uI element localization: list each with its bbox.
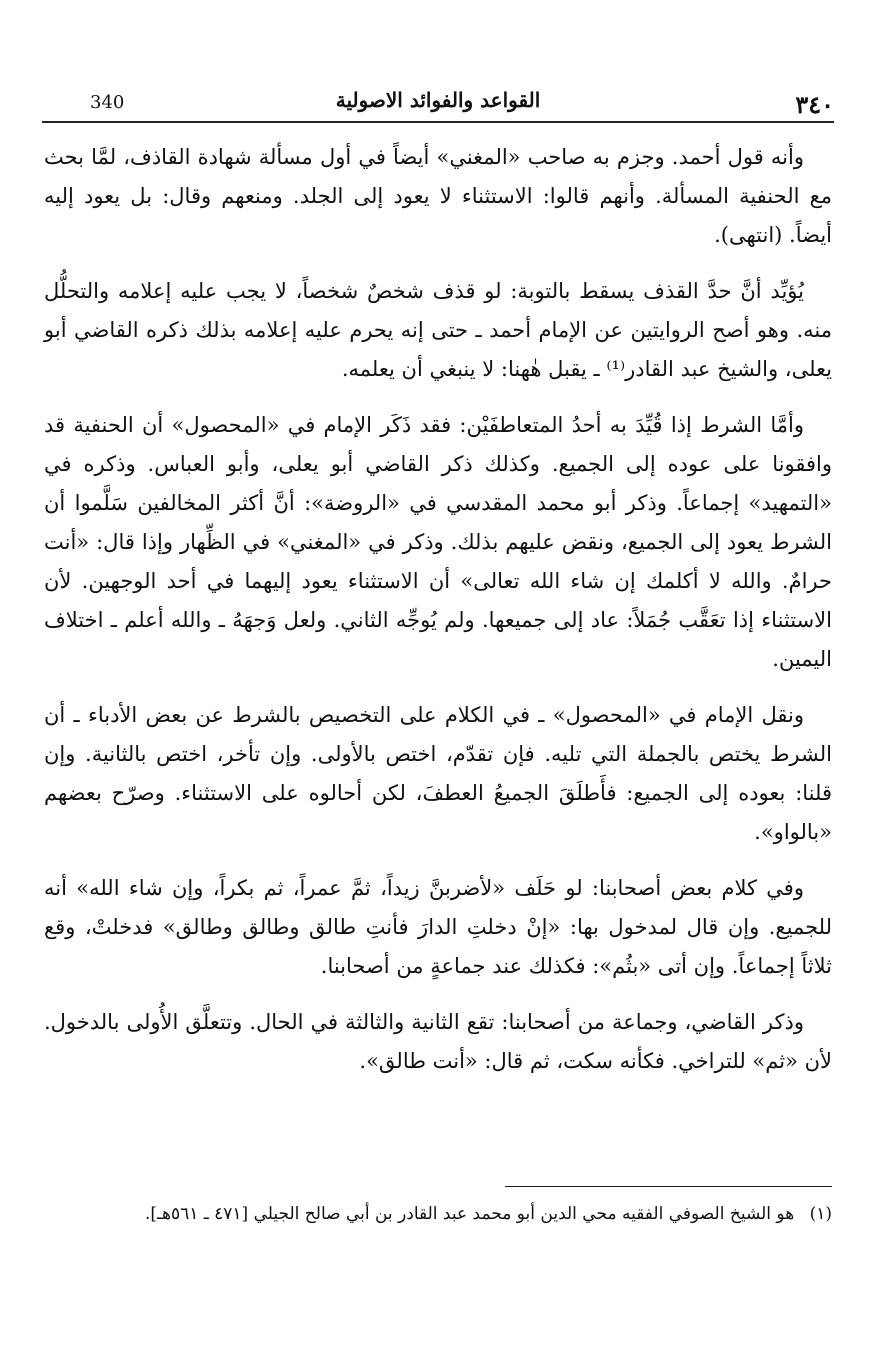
page-number-arabic: ٣٤٠	[795, 90, 834, 119]
main-text	[44, 138, 832, 1098]
footnote	[44, 1198, 832, 1230]
paragraph-5: وفي كلام بعض أصحابنا: لو حَلَف «لأضربنَّ زيداً، ثمَّ عمراً، ثم بكراً، وإن شاء الله» أنه للجميع. وإن قال لمدخول بها: «إنْ دخلتِ الدارَ فأنتِ طالق وطالق وطالق» فدخلتْ، وقع ثلاثاً إجماعاً. وإن أتى «بثُم»: فكذلك عند جماعةٍ من أصحابنا.	[44, 876, 832, 978]
header-rule	[42, 121, 834, 123]
footnote-text: هو الشيخ الصوفي الفقيه محي الدين أبو محمد عبد القادر بن أبي صالح الجيلي [٤٧١ ـ ٥٦١هـ].	[144, 1204, 795, 1224]
running-title: القواعد والفوائد الاصولية	[335, 88, 541, 112]
footnote-rule	[505, 1186, 832, 1187]
paragraph-3: وأمَّا الشرط إذا قُيِّدَ به أحدُ المتعاطفَيْن: فقد ذَكَر الإمام في «المحصول» أن الحنفية قد وافقونا على عوده إلى الجميع. وكذلك ذكر القاضي أبو يعلى، وأبو العباس. وذكره في «التمهيد» إجماعاً. وذكر أبو محمد المقدسي في «الروضة»: أنَّ أكثر المخالفين سَلَّموا أن الشرط يعود إلى الجميع، ونقض عليهم بذلك. وذكر في «المغني» في الظِّهار وإذا قال: «أنت حرامٌ. والله لا أكلمك إن شاء الله تعالى» أن الاستثناء يعود إليهما في أحد الوجهين. لأن الاستثناء إذا تعَقَّب جُمَلاً: عاد إلى جميعها. ولم يُوجِّه الثاني. ولعل وَجهَهُ ـ والله أعلم ـ اختلاف اليمين.	[44, 413, 832, 671]
page-number: 340	[90, 92, 125, 113]
paragraph-1: وأنه قول أحمد. وجزم به صاحب «المغني» أيضاً في أول مسألة شهادة القاذف، لمَّا بحث مع الحنفية المسألة. وأنهم قالوا: الاستثناء لا يعود إلى الجلد. ومنعهم وقال: بل يعود إليه أيضاً. (انتهى).	[44, 145, 832, 247]
footnote-mark: (١)	[809, 1204, 832, 1224]
page-header	[42, 82, 834, 122]
paragraph-2: يُؤيِّد أنَّ حدَّ القذف يسقط بالتوبة: لو قذف شخصٌ شخصاً، لا يجب عليه إعلامه والتحلُّل منه. وهو أصح الروايتين عن الإمام أحمد ـ حتى إنه يحرم عليه إعلامه بذلك ذكره القاضي أبو يعلى، والشيخ عبد القادر⁽¹⁾ ـ يقبل هٰهنا: لا ينبغي أن يعلمه.	[44, 279, 832, 381]
paragraph-4: ونقل الإمام في «المحصول» ـ في الكلام على التخصيص بالشرط عن بعض الأدباء ـ أن الشرط يختص بالجملة التي تليه. فإن تقدّم، اختص بالأولى. وإن تأخر، اختص بالثانية. وإن قلنا: بعوده إلى الجميع: فأَطلَقَ الجميعُ العطفَ، لكن أحالوه على الاستثناء. وصرّح بعضهم «بالواو».	[44, 703, 832, 844]
paragraph-6: وذكر القاضي، وجماعة من أصحابنا: تقع الثانية والثالثة في الحال. وتتعلَّق الأُولى بالدخول. لأن «ثم» للتراخي. فكأنه سكت، ثم قال: «أنت طالق».	[44, 1010, 832, 1073]
